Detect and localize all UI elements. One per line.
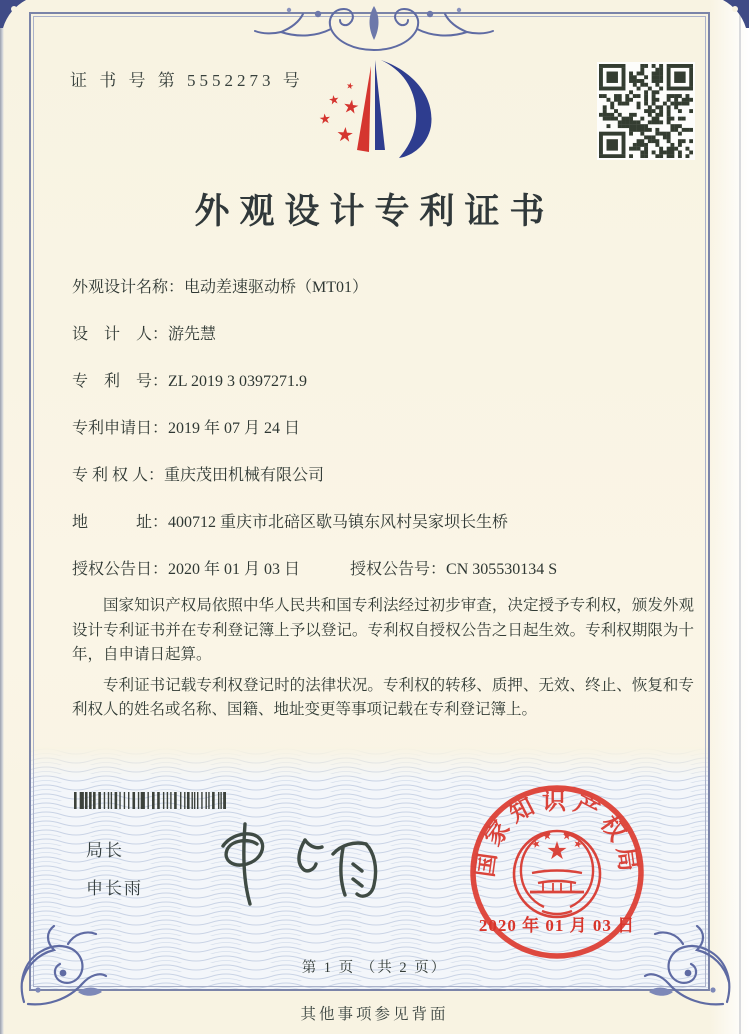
seal-ring-text: 国家知识产权局: [472, 788, 642, 879]
field-row-designer: [72, 324, 702, 346]
signoff-block: [86, 836, 143, 912]
field-value: 游先慧: [168, 326, 217, 343]
commissioner-name: 申长雨: [86, 879, 143, 898]
certificate-title: 外观设计专利证书: [194, 192, 555, 231]
field-value: 400712 重庆市北碚区歇马镇东风村吴家坝长生桥: [168, 514, 509, 531]
handwritten-signature-icon: [193, 808, 405, 916]
field-label: 设 计 人：: [72, 326, 169, 343]
svg-text:国家知识产权局: [472, 788, 643, 879]
page-number: 第 1 页 （共 2 页）: [301, 960, 448, 976]
barcode-icon: [74, 792, 228, 809]
scan-edge-right: [709, 0, 749, 1034]
field-row-grant: [72, 559, 702, 581]
field-value: 电动差速驱动桥（MT01）: [184, 279, 369, 296]
scan-edge-left: [0, 0, 4, 1034]
cnipa-logo-icon: [303, 46, 455, 168]
qr-code-icon: [597, 62, 695, 160]
field-value: 2020 年 01 月 03 日: [168, 561, 301, 578]
legal-paragraph-1: 国家知识产权局依照中华人民共和国专利法经过初步审查，决定授予专利权，颁发外观设计专利证书并在专利登记簿上予以登记。专利权自授权公告之日起生效。专利权期限为十年，自申请日起算。: [72, 597, 694, 663]
field-label: 授权公告号：: [350, 561, 447, 578]
seal-date: 2020 年 01 月 03 日: [478, 916, 636, 935]
field-label: 专 利 权 人：: [72, 467, 165, 484]
corner-ornament-icon: [0, 0, 30, 30]
field-row-patentee: [72, 465, 702, 487]
field-value: 重庆茂田机械有限公司: [164, 467, 325, 484]
scan-edge-right-line: [739, 0, 741, 1034]
field-label: 地 址：: [72, 514, 169, 531]
legal-text: [72, 594, 694, 729]
field-row-patent-number: [72, 371, 702, 393]
corner-ornament-icon: [719, 0, 749, 30]
legal-paragraph-2: 专利证书记载专利权登记时的法律状况。专利权的转移、质押、无效、终止、恢复和专利权人的姓名或名称、国籍、地址变更等事项记载在专利登记簿上。: [72, 676, 694, 718]
field-label: 授权公告日：: [72, 561, 169, 578]
field-row-design-name: [72, 277, 702, 299]
field-label: 外观设计名称：: [72, 279, 185, 296]
field-value: ZL 2019 3 0397271.9: [168, 373, 307, 390]
certificate-number: 证 书 号 第 5552273 号: [70, 71, 304, 90]
field-value: CN 305530134 S: [446, 561, 558, 578]
official-red-seal-icon: [462, 777, 652, 967]
commissioner-title: 局长: [86, 841, 124, 860]
field-row-filing-date: [72, 418, 702, 440]
back-side-note: 其他事项参见背面: [300, 1006, 449, 1023]
field-label: 专 利 号：: [72, 373, 169, 390]
field-row-address: [72, 512, 702, 534]
field-list: [72, 277, 702, 581]
grant-number-pair: [350, 561, 557, 578]
field-label: 专利申请日：: [72, 420, 169, 437]
field-value: 2019 年 07 月 24 日: [168, 420, 301, 437]
